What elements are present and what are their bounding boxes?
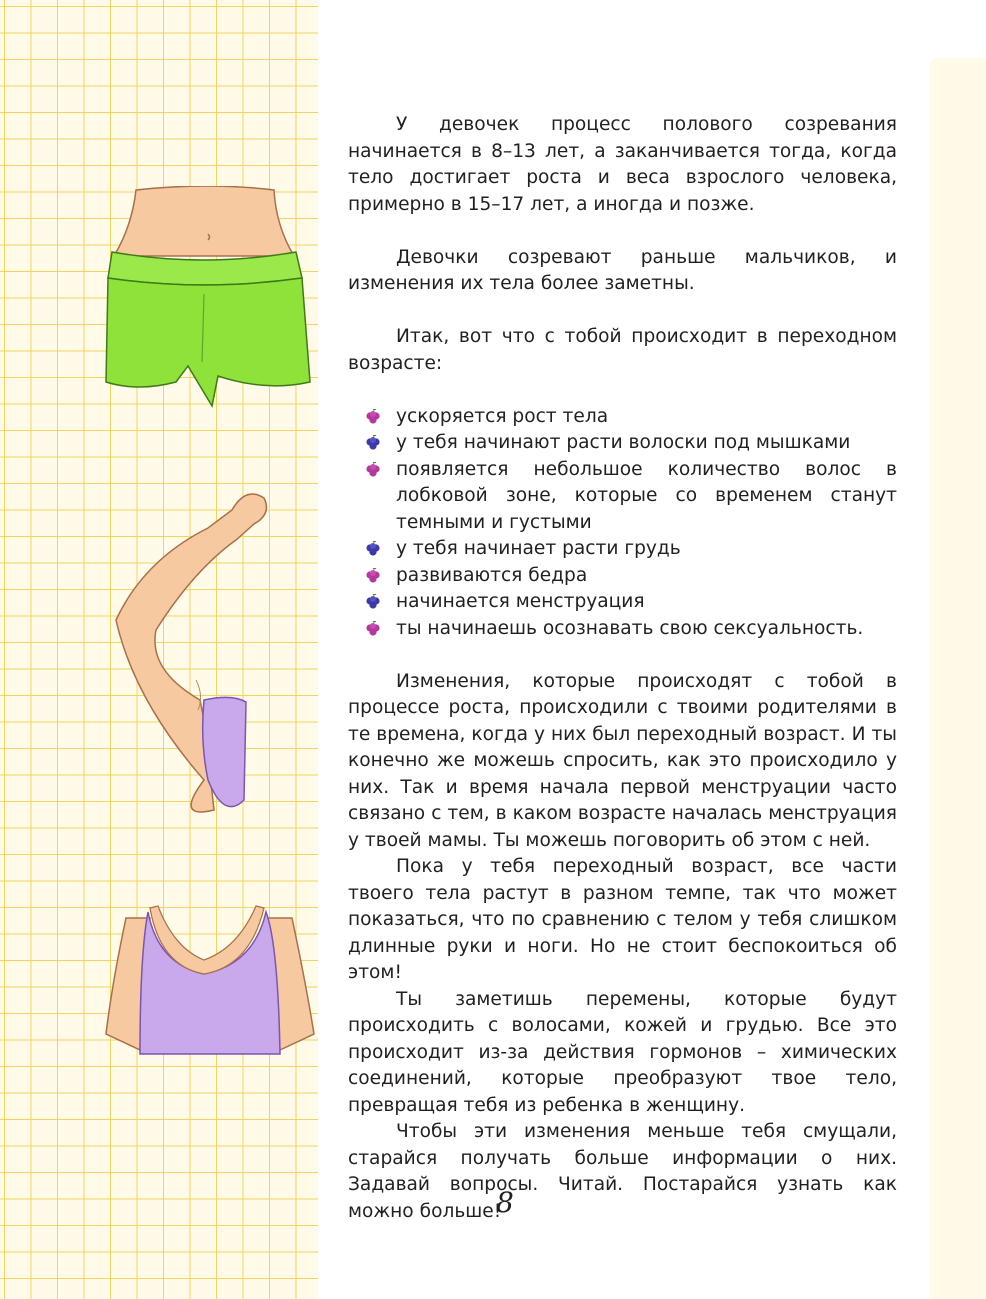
body-paragraph: Пока у тебя переходный возраст, все части твоего тела растут в разном темпе, так что может показаться, что по сравнению с телом у тебя слишком длинные руки и ноги. Но не стоит беспокоиться об этом!	[348, 856, 897, 983]
raspberry-icon	[364, 568, 382, 586]
list-item: ты начинаешь осознавать свою сексуальность.	[396, 616, 897, 643]
body-paragraph: Чтобы эти изменения меньше тебя смущали, старайся получать больше информации о них. Задавай вопросы. Читай. Постарайся узнать как можно больше!	[348, 1121, 897, 1222]
changes-list	[348, 404, 897, 643]
list-item: у тебя начинает расти грудь	[396, 536, 897, 563]
raspberry-icon	[364, 462, 382, 480]
body-paragraph: Ты заметишь перемены, которые будут происходить с волосами, кожей и грудью. Все это происходит из-за действия гормонов – химических соединений, которые преобразуют твое тело, превращая тебя из ребенка в женщину.	[348, 988, 897, 1116]
raspberry-icon	[364, 621, 382, 639]
intro-paragraph: Итак, вот что с тобой происходит в переходном возрасте:	[348, 326, 897, 374]
list-item: ускоряется рост тела	[396, 404, 897, 431]
raised-arm-illustration	[104, 480, 274, 820]
list-item: у тебя начинают расти волоски под мышками	[396, 430, 897, 457]
body-paragraph: Изменения, которые происходят с тобой в процессе роста, происходили с твоими родителями в те времена, когда у них был переходный возраст. И ты конечно же можешь спросить, как это происходило у них. Так и время начала первой менструации часто связано с тем, в каком возрасте началась менструация у твоей мамы. Ты можешь поговорить об этом с ней.	[348, 670, 897, 851]
intro-paragraph: Девочки созревают раньше мальчиков, и изменения их тела более заметны.	[348, 246, 897, 294]
raspberry-icon	[364, 409, 382, 427]
blackberry-icon	[364, 541, 382, 559]
blackberry-icon	[364, 594, 382, 612]
hips-shorts-illustration	[98, 186, 318, 412]
intro-paragraph: У девочек процесс полового созревания начинается в 8–13 лет, а заканчивается тогда, когда тело достигает роста и веса взрослого человека, примерно в 15–17 лет, а иногда и позже.	[348, 114, 897, 215]
page-number: 8	[496, 1186, 514, 1219]
list-item: появляется небольшое количество волос в лобковой зоне, которые со временем станут темными и густыми	[396, 457, 897, 537]
blackberry-icon	[364, 435, 382, 453]
list-item: начинается менструация	[396, 589, 897, 616]
main-text-column	[348, 112, 897, 1225]
chest-top-illustration	[100, 904, 318, 1072]
page-edge-tab	[930, 58, 986, 1299]
list-item: развиваются бедра	[396, 563, 897, 590]
